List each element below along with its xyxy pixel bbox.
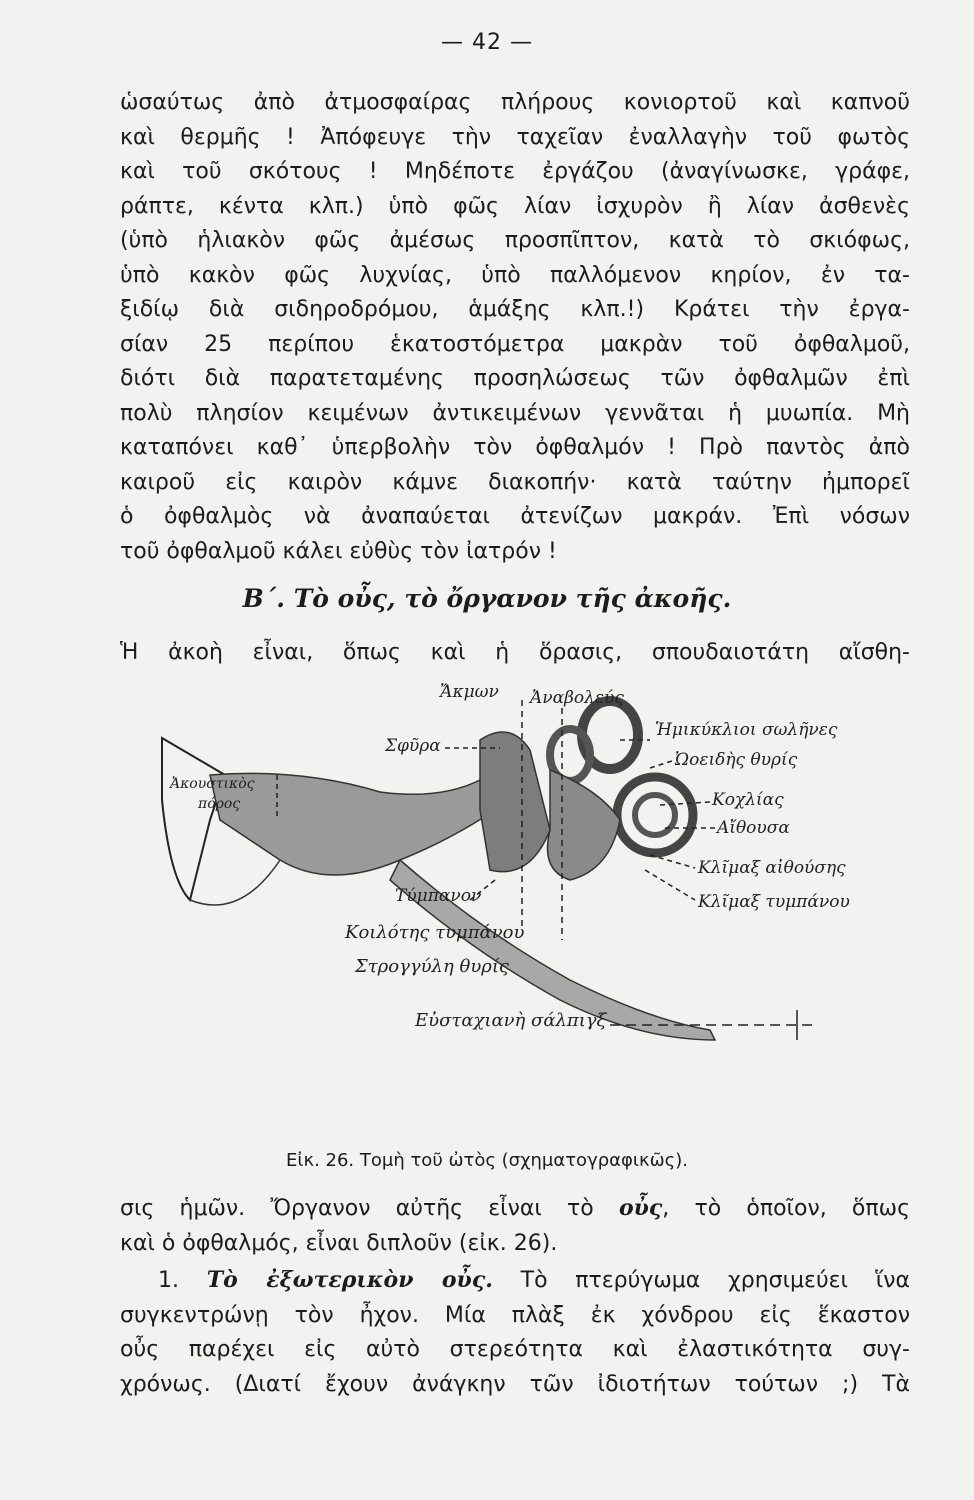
text-line: πολὺ πλησίον κειμένων ἀντικειμένων γεννᾶται ἡ μυωπία. Μὴ xyxy=(120,400,910,426)
label-aithousa: Αἴθουσα xyxy=(717,818,790,838)
emphasis-ous: οὖς xyxy=(618,1195,663,1221)
paragraph-ear xyxy=(120,1191,910,1261)
section-intro xyxy=(120,636,910,671)
text-line: ὡσαύτως ἀπὸ ἀτμοσφαίρας πλήρους κονιορτοῦ καὶ καπνοῦ xyxy=(120,90,910,115)
text-line xyxy=(120,1263,910,1299)
section-heading: Β΄. Τὸ οὖς, τὸ ὄργανον τῆς ἀκοῆς. xyxy=(242,584,732,613)
text-line: χρόνως. (Διατί ἔχουν ἀνάγκην τῶν ἰδιοτήτων τούτων ;) Τὰ xyxy=(120,1371,910,1397)
label-eustachian: Εὐσταχιανὴ σάλπιγξ xyxy=(415,1010,607,1031)
text-line: καὶ τοῦ σκότους ! Μηδέποτε ἐργάζου (ἀναγίνωσκε, γράφε, xyxy=(120,159,910,184)
item-number: 1. xyxy=(158,1268,179,1293)
paragraph-top xyxy=(120,86,910,569)
emphasis-outer-ear: Τὸ ἐξωτερικὸν οὖς. xyxy=(206,1267,493,1293)
paragraph-outer-ear xyxy=(120,1263,910,1402)
text-span: σις ἡμῶν. Ὄργανον αὐτῆς εἶναι τὸ xyxy=(120,1196,594,1221)
text-span: , τὸ ὁποῖον, ὅπως xyxy=(662,1196,910,1221)
text-line: ὑπὸ κακὸν φῶς λυχνίας, ὑπὸ παλλόμενον κηρίον, ἐν τα- xyxy=(120,262,910,288)
text-line: καταπόνει καθ᾿ ὑπερβολὴν τὸν ὀφθαλμόν ! Πρὸ παντὸς ἀπὸ xyxy=(120,435,910,460)
label-oeidis: Ὠοειδὴς θυρίς xyxy=(675,750,798,770)
text-line: ξιδίῳ διὰ σιδηροδρόμου, ἁμάξης κλπ.!) Κράτει τὴν ἐργα- xyxy=(120,297,910,322)
ear-diagram xyxy=(150,680,850,1080)
label-tympanon: Τύμπανον xyxy=(395,886,482,906)
text-line: συγκεντρώνῃ τὸν ἦχον. Μία πλὰξ ἐκ χόνδρου εἰς ἕκαστον xyxy=(120,1302,910,1328)
text-line xyxy=(120,1191,910,1227)
label-akmon: Ἄκμων xyxy=(440,682,499,702)
text-line: Ἡ ἀκοὴ εἶναι, ὅπως καὶ ἡ ὅρασις, σπουδαιοτάτη αἴσθη- xyxy=(120,640,910,665)
text-line: (ὑπὸ ἡλιακὸν φῶς ἀμέσως προσπῖπτον, κατὰ τὸ σκιόφως, xyxy=(120,228,910,253)
label-koilotis: Κοιλότης τυμπάνου xyxy=(345,922,525,943)
text-line: οὖς παρέχει εἰς αὐτὸ στερεότητα καὶ ἐλαστικότητα συγ- xyxy=(120,1337,910,1362)
text-line: διότι διὰ παρατεταμένης προσηλώσεως τῶν ὀφθαλμῶν ἐπὶ xyxy=(120,366,910,391)
label-klimax-tympanou: Κλῖμαξ τυμπάνου xyxy=(698,892,850,912)
text-line: σίαν 25 περίπου ἑκατοστόμετρα μακρὰν τοῦ ὀφθαλμοῦ, xyxy=(120,331,910,357)
text-span: Τὸ πτερύγωμα χρησιμεύει ἵνα xyxy=(492,1268,910,1293)
text-line: ράπτε, κέντα κλπ.) ὑπὸ φῶς λίαν ἰσχυρὸν ἢ λίαν ἀσθενὲς xyxy=(120,193,910,219)
text-line: ὁ ὀφθαλμὸς νὰ ἀναπαύεται ἀτενίζων μακράν. Ἐπὶ νόσων xyxy=(120,504,910,529)
label-klimax-aithousis: Κλῖμαξ αἰθούσης xyxy=(698,858,846,878)
label-kochlias: Κοχλίας xyxy=(712,790,784,810)
text-line: καὶ θερμῆς ! Ἀπόφευγε τὴν ταχεῖαν ἐναλλαγὴν τοῦ φωτὸς xyxy=(120,124,910,150)
page-number: — 42 — xyxy=(441,30,533,55)
label-strongyli: Στρογγύλη θυρίς xyxy=(355,956,509,977)
label-anavoleus: Ἀναβολεύς xyxy=(530,688,624,708)
label-poros: πόρος xyxy=(198,796,241,812)
label-imikykloi: Ἡμικύκλιοι σωλῆνες xyxy=(655,720,838,740)
text-line: καὶ ὁ ὀφθαλμός, εἶναι διπλοῦν (εἰκ. 26). xyxy=(120,1230,558,1256)
figure-caption: Εἰκ. 26. Τομὴ τοῦ ὠτὸς (σχηματογραφικῶς). xyxy=(286,1150,688,1171)
text-line: καιροῦ εἰς καιρὸν κάμνε διακοπήν· κατὰ ταύτην ἠμπορεῖ xyxy=(120,469,910,495)
label-akoustikos: Ἀκουστικὸς xyxy=(170,776,255,792)
label-sfyra: Σφῦρα xyxy=(385,736,441,756)
text-line: τοῦ ὀφθαλμοῦ κάλει εὐθὺς τὸν ἰατρόν ! xyxy=(120,538,557,564)
